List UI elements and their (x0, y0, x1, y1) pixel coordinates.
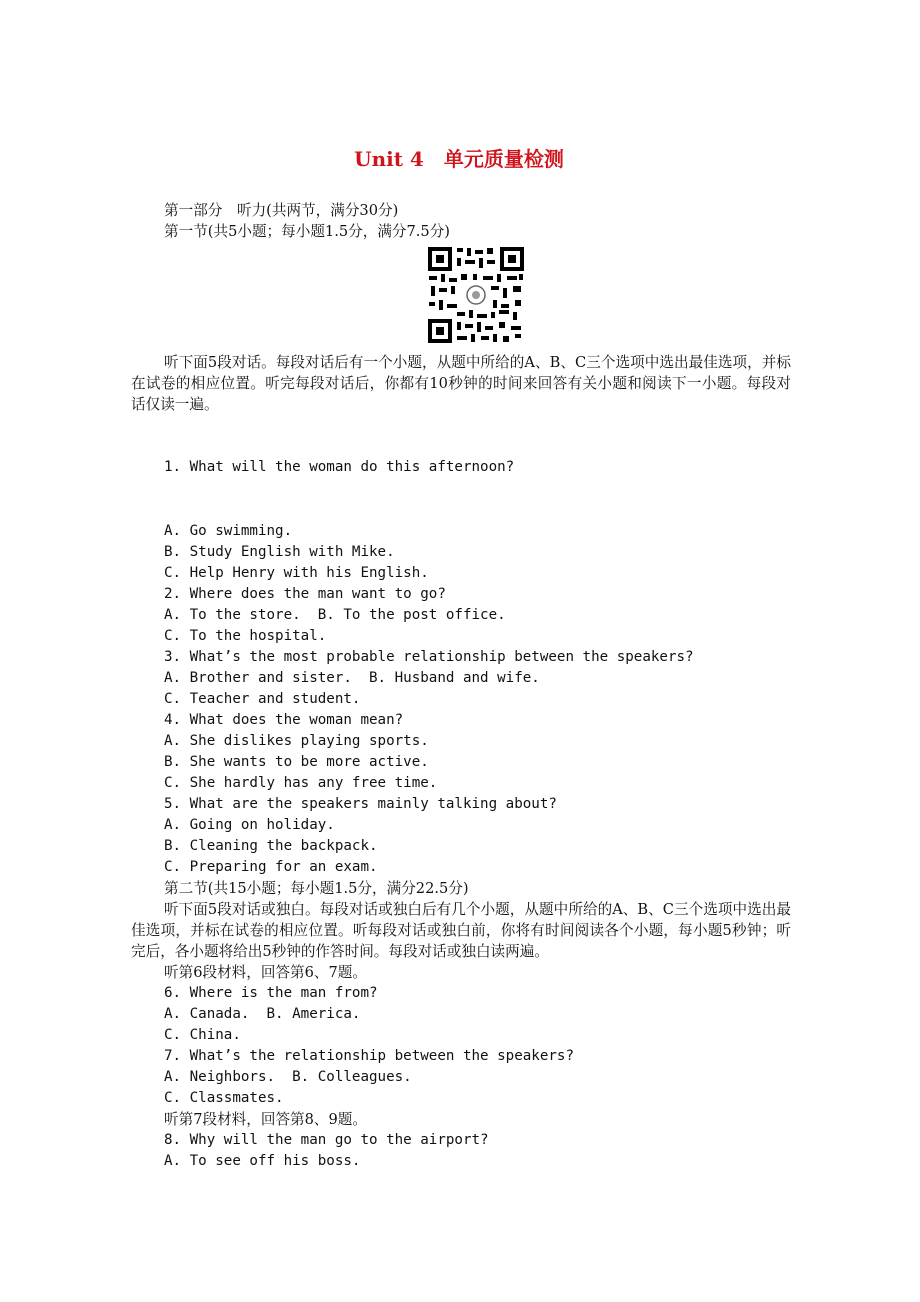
q6-option-c: C. China. (164, 1027, 241, 1043)
instruction-paragraph-2: 听下面5段对话或独白。每段对话或独白后有几个小题，从题中所给的A、B、C三个选项中选出最佳选项，并标在试卷的相应位置。听每段对话或独白前，你将有时间阅读各个小题，每小题5秒钟；听完后，各小题将给出5秒钟的作答时间。每段对话或独白读两遍。 (131, 901, 791, 960)
q2-option-c: C. To the hospital. (164, 628, 327, 644)
q8-option-a: A. To see off his boss. (164, 1153, 361, 1169)
q7-option-c: C. Classmates. (164, 1090, 284, 1106)
q1-option-a: A. Go swimming. (164, 523, 293, 539)
q3-option-c: C. Teacher and student. (164, 691, 361, 707)
question-6: 6. Where is the man from? (164, 985, 378, 1001)
instruction-paragraph-1: 听下面5段对话。每段对话后有一个小题，从题中所给的A、B、C三个选项中选出最佳选项，并标在试卷的相应位置。听完每段对话后，你都有10秒钟的时间来回答有关小题和阅读下一小题。每段对话仅读一遍。 (131, 354, 791, 413)
question-7: 7. What’s the relationship between the speakers? (164, 1048, 574, 1064)
question-2: 2. Where does the man want to go? (164, 586, 446, 602)
page-title: Unit 4 单元质量检测 (354, 147, 564, 171)
question-8: 8. Why will the man go to the airport? (164, 1132, 489, 1148)
qr-code[interactable] (427, 246, 525, 344)
question-4: 4. What does the woman mean? (164, 712, 404, 728)
q4-option-b: B. She wants to be more active. (164, 754, 429, 770)
question-1: 1. What will the woman do this afternoon? (164, 459, 515, 475)
q1-option-b: B. Study English with Mike. (164, 544, 395, 560)
section1-heading: 第一节(共5小题；每小题1.5分，满分7.5分) (164, 223, 450, 240)
q5-option-c: C. Preparing for an exam. (164, 859, 378, 875)
q4-option-c: C. She hardly has any free time. (164, 775, 438, 791)
q1-option-c: C. Help Henry with his English. (164, 565, 429, 581)
q5-option-a: A. Going on holiday. (164, 817, 335, 833)
q5-option-b: B. Cleaning the backpack. (164, 838, 378, 854)
question-3: 3. What’s the most probable relationship between the speakers? (164, 649, 694, 665)
q2-options-ab: A. To the store. B. To the post office. (164, 607, 506, 623)
material-7-heading: 听第7段材料，回答第8、9题。 (164, 1111, 367, 1128)
q4-option-a: A. She dislikes playing sports. (164, 733, 429, 749)
question-5: 5. What are the speakers mainly talking about? (164, 796, 557, 812)
part1-heading: 第一部分 听力(共两节，满分30分) (164, 202, 399, 219)
q7-options-ab: A. Neighbors. B. Colleagues. (164, 1069, 412, 1085)
q3-options-ab: A. Brother and sister. B. Husband and wife. (164, 670, 540, 686)
section2-heading: 第二节(共15小题；每小题1.5分，满分22.5分) (164, 880, 469, 897)
q6-options-ab: A. Canada. B. America. (164, 1006, 361, 1022)
material-6-heading: 听第6段材料，回答第6、7题。 (164, 964, 367, 981)
